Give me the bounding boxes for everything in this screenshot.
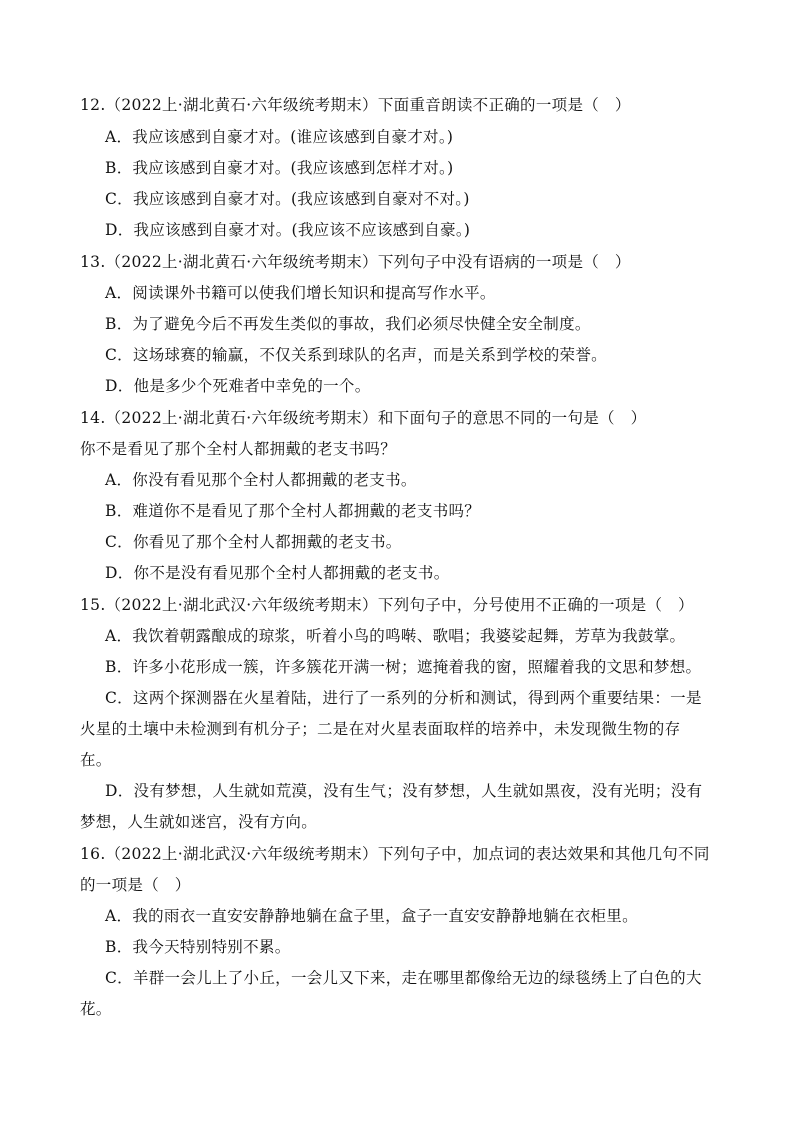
question-13-option-a: A．阅读课外书籍可以使我们增长知识和提高写作水平。 xyxy=(105,284,496,302)
question-16-option-c-cont: 花。 xyxy=(80,1000,112,1018)
question-12-option-d: D．我应该感到自豪才对。(我应该不应该感到自豪。) xyxy=(105,221,471,239)
question-15-option-b: B．许多小花形成一簇，许多簇花开满一树；遮掩着我的窗，照耀着我的文思和梦想。 xyxy=(105,658,702,676)
question-14-sentence: 你不是看见了那个全村人都拥戴的老支书吗？ xyxy=(80,440,397,458)
question-14-option-c: C．你看见了那个全村人都拥戴的老支书。 xyxy=(105,533,402,551)
question-13-stem: 13.（2022上·湖北黄石·六年级统考期末）下列句子中没有语病的一项是（ ） xyxy=(80,253,631,271)
question-14-option-b: B．难道你不是看见了那个全村人都拥戴的老支书吗？ xyxy=(105,502,481,520)
question-16-stem: 16.（2022上·湖北武汉·六年级统考期末）下列句子中，加点词的表达效果和其他几句不同 xyxy=(80,845,710,863)
question-12-option-a: A．我应该感到自豪才对。(谁应该感到自豪才对。) xyxy=(105,128,454,146)
question-15-option-d: D．没有梦想，人生就如荒漠，没有生气；没有梦想，人生就如黑夜，没有光明；没有 xyxy=(105,782,703,800)
question-15-option-d-cont: 梦想，人生就如迷宫，没有方向。 xyxy=(80,813,318,831)
question-14-stem: 14.（2022上·湖北黄石·六年级统考期末）和下面句子的意思不同的一句是（ ） xyxy=(80,409,647,427)
question-13-option-d: D．他是多少个死难者中幸免的一个。 xyxy=(105,377,371,395)
question-16-stem-cont: 的一项是（ ） xyxy=(80,876,191,894)
question-16-option-b: B．我今天特别特别不累。 xyxy=(105,938,291,956)
question-12-option-b: B．我应该感到自豪才对。(我应该感到怎样才对。) xyxy=(105,159,454,177)
question-12-option-c: C．我应该感到自豪才对。(我应该感到自豪对不对。) xyxy=(105,190,470,208)
question-15-option-a: A．我饮着朝露酿成的琼浆，听着小鸟的鸣啭、歌唱；我婆娑起舞，芳草为我鼓掌。 xyxy=(105,627,686,645)
question-12-stem: 12.（2022上·湖北黄石·六年级统考期末）下面重音朗读不正确的一项是（ ） xyxy=(80,96,631,114)
question-16-option-a: A．我的雨衣一直安安静静地躺在盒子里，盒子一直安安静静地躺在衣柜里。 xyxy=(105,907,638,925)
question-15-stem: 15.（2022上·湖北武汉·六年级统考期末）下列句子中，分号使用不正确的一项是（ ） xyxy=(80,596,694,614)
question-14-option-d: D．你不是没有看见那个全村人都拥戴的老支书。 xyxy=(105,564,450,582)
question-15-option-c-cont2: 在。 xyxy=(80,751,112,769)
question-15-option-c-cont: 火星的土壤中未检测到有机分子；二是在对火星表面取样的培养中，未发现微生物的存 xyxy=(80,720,681,738)
question-15-option-c: C．这两个探测器在火星着陆，进行了一系列的分析和测试，得到两个重要结果：一是 xyxy=(105,689,702,707)
question-16-option-c: C．羊群一会儿上了小丘，一会儿又下来，走在哪里都像给无边的绿毯绣上了白色的大 xyxy=(105,969,702,987)
question-13-option-b: B．为了避免今后不再发生类似的事故，我们必须尽快健全安全制度。 xyxy=(105,315,591,333)
question-13-option-c: C．这场球赛的输赢，不仅关系到球队的名声，而是关系到学校的荣誉。 xyxy=(105,346,607,364)
question-14-option-a: A．你没有看见那个全村人都拥戴的老支书。 xyxy=(105,471,417,489)
